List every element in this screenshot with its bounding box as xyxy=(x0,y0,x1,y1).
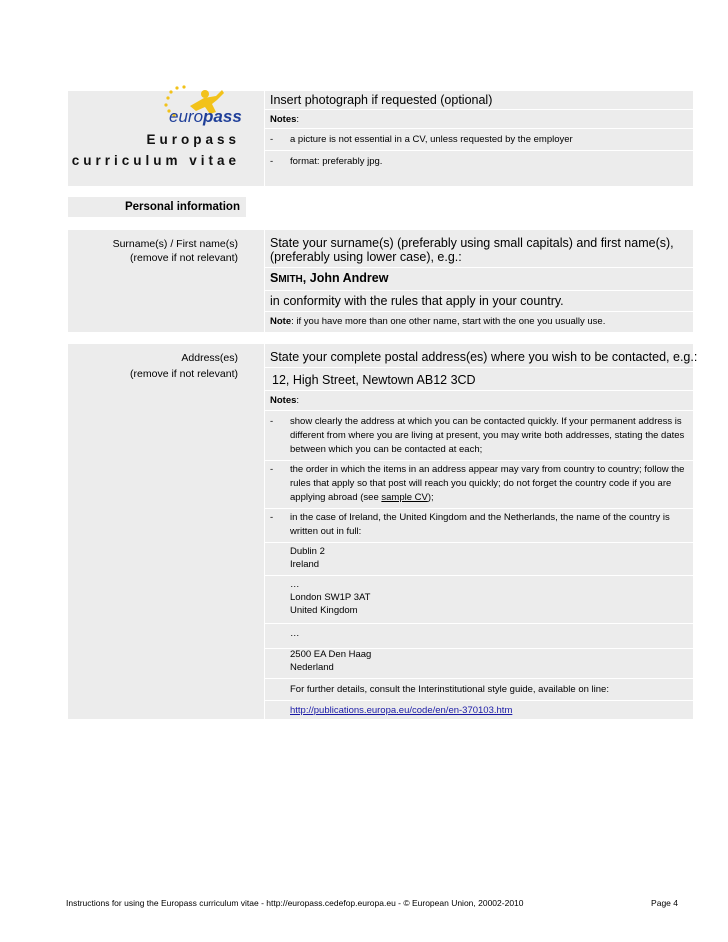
divider xyxy=(264,575,693,576)
logo-text-euro: euro xyxy=(169,107,204,126)
address-note-3: in the case of Ireland, the United Kingdom and the Netherlands, the name of the country is written out in full: xyxy=(290,512,670,537)
name-example xyxy=(270,271,388,287)
bullet-dash: - xyxy=(270,464,274,475)
europass-logo xyxy=(160,84,244,130)
divider xyxy=(264,460,693,461)
divider xyxy=(264,623,693,624)
bullet-dash: - xyxy=(270,156,274,167)
address-label-note: (remove if not relevant) xyxy=(130,368,238,380)
divider xyxy=(264,290,693,291)
notes-colon: : xyxy=(296,395,300,406)
divider xyxy=(264,508,693,509)
bullet-dash: - xyxy=(270,134,274,145)
divider xyxy=(264,267,693,268)
ellipsis: … xyxy=(290,579,300,590)
divider xyxy=(264,311,693,312)
logo-text-pass: pass xyxy=(203,107,242,126)
photo-note-2: format: preferably jpg. xyxy=(290,156,383,167)
name-instructions: State your surname(s) (preferably using small capitals) and first name(s), (preferably using lower case), e.g.: xyxy=(270,236,674,264)
address-instructions: State your complete postal address(es) where you wish to be contacted, e.g.: xyxy=(270,350,698,364)
divider xyxy=(264,150,693,151)
divider xyxy=(264,109,693,110)
bullet-dash: - xyxy=(270,416,274,427)
divider xyxy=(264,542,693,543)
address-notes-heading xyxy=(270,394,299,408)
address-note-1: show clearly the address at which you can be contacted quickly. If your permanent address is different from where you are living at present, you may write both addresses, stating the dates between which you can be contacted at each; xyxy=(290,416,685,455)
page-number: Page 4 xyxy=(651,898,678,908)
photo-heading: Insert photograph if requested (optional) xyxy=(270,93,493,107)
footer-text: Instructions for using the Europass curriculum vitae - http://europass.cedefop.europa.eu - © European Union, 20002-2010 xyxy=(66,898,524,908)
europass-title: Europass xyxy=(146,132,240,147)
example-smallcaps: MITH xyxy=(278,274,303,285)
name-label-note: (remove if not relevant) xyxy=(130,252,238,264)
address-label: Address(es) xyxy=(181,352,238,364)
address-note-2-end: ); xyxy=(427,492,434,503)
address-example: 12, High Street, Newtown AB12 3CD xyxy=(272,373,476,387)
divider xyxy=(264,678,693,679)
notes-label: Notes xyxy=(270,114,297,125)
example-name: , John Andrew xyxy=(302,271,389,285)
sample-cv-link[interactable]: sample CV xyxy=(381,492,428,503)
address-note-2-text: the order in which the items in an address appear may vary from country to country; follow the rules that apply so that post will reach you quickly; do not forget the country code if you are applying abroad (see xyxy=(290,464,685,503)
style-guide-link[interactable]: http://publications.europa.eu/code/en/en-370103.htm xyxy=(290,705,513,716)
photo-notes-heading xyxy=(270,113,299,127)
divider xyxy=(264,344,265,719)
london-line-1: London SW1P 3AT xyxy=(290,592,371,603)
note-text: : if you have more than one other name, start with the one you usually use. xyxy=(291,316,606,327)
divider xyxy=(264,410,693,411)
photo-note-1: a picture is not essential in a CV, unless requested by the employer xyxy=(290,134,573,145)
further-details: For further details, consult the Interinstitutional style guide, available on line: xyxy=(290,684,609,695)
name-conformity: in conformity with the rules that apply in your country. xyxy=(270,294,564,308)
name-label: Surname(s) / First name(s) xyxy=(112,238,238,250)
divider xyxy=(264,700,693,701)
ellipsis: … xyxy=(290,628,300,639)
divider xyxy=(264,367,693,368)
cv-title: curriculum vitae xyxy=(71,153,240,168)
address-note-2 xyxy=(290,463,686,505)
section-title: Personal information xyxy=(124,201,240,213)
note-label: Note xyxy=(270,316,292,327)
hague-line-1: 2500 EA Den Haag xyxy=(290,649,372,660)
example-capital: S xyxy=(270,271,279,285)
divider xyxy=(264,128,693,129)
divider xyxy=(264,390,693,391)
divider xyxy=(264,91,265,186)
notes-colon: : xyxy=(296,114,300,125)
hague-line-2: Nederland xyxy=(290,662,334,673)
london-line-2: United Kingdom xyxy=(290,605,358,616)
divider xyxy=(264,230,265,332)
bullet-dash: - xyxy=(270,512,274,523)
name-note xyxy=(270,315,605,329)
dublin-line-1: Dublin 2 xyxy=(290,546,325,557)
notes-label: Notes xyxy=(270,395,297,406)
dublin-line-2: Ireland xyxy=(290,559,320,570)
